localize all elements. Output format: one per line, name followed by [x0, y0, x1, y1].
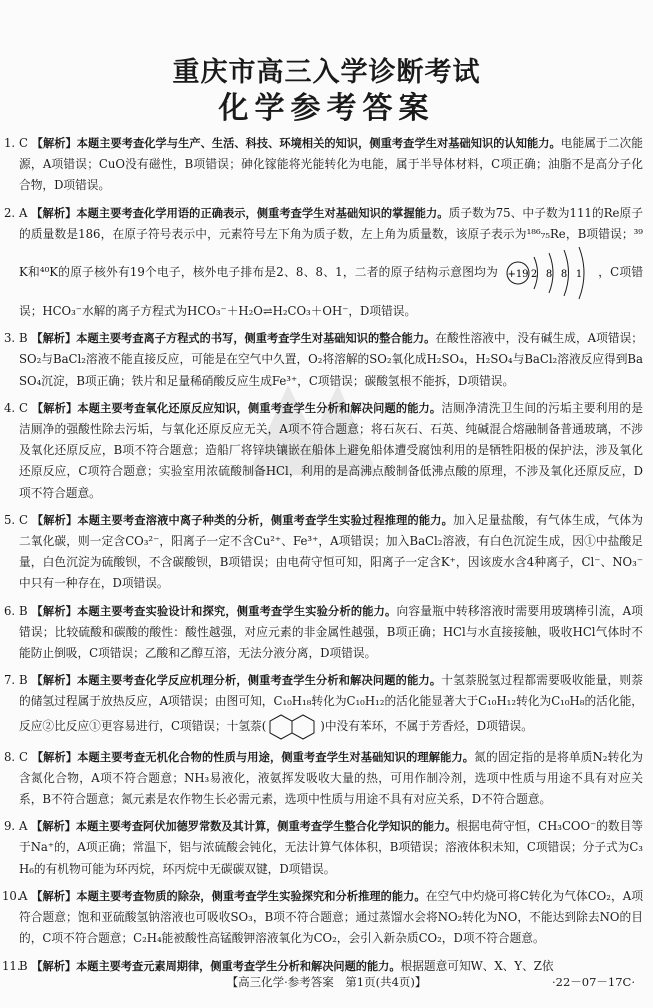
- question-answer: A: [19, 819, 28, 834]
- question-number: 6.: [4, 603, 16, 618]
- analysis-heading: 【解析】本题主要考查化学用语的正确表示，侧重考查学生对基础知识的掌握能力。: [31, 206, 449, 220]
- question-2: [0, 203, 653, 323]
- question-10: [0, 886, 653, 950]
- question-answer: B: [19, 958, 28, 973]
- question-answer: B: [19, 603, 28, 618]
- question-9: [0, 816, 653, 880]
- analysis-heading: 【解析】本题主要考查元素周期律，侧重考查学生分析和解决问题的能力。: [31, 959, 401, 973]
- analysis-heading: 【解析】本题主要考查阿伏加德罗常数及其计算，侧重考查学生整合化学知识的能力。: [31, 820, 457, 834]
- analysis-body: 根据电荷守恒，CH₃COO⁻的数目等于Na⁺的，A项正确；常温下，铝与浓硫酸会钝化，无法计算气体体积，B项错误；溶液体积未知，C项错误；分子式为C₃H₆的有机物可能为环丙烷，环丙烷中无碳碳双键，D项错误。: [19, 819, 643, 876]
- question-number: 8.: [4, 749, 16, 764]
- question-5: [0, 510, 653, 595]
- question-number: 2.: [4, 205, 16, 220]
- question-answer: C: [19, 136, 28, 150]
- question-answer: C: [19, 512, 28, 527]
- question-number: 1.: [4, 136, 16, 150]
- question-answer: C: [19, 749, 28, 764]
- analysis-body: 洁厕净清洗卫生间的污垢主要利用的是洁厕净的强酸性除去污垢，与氧化还原反应无关，A项不符合题意；将石灰石、石英、纯碱混合熔融制备普通玻璃，不涉及氧化还原反应，B项不符合题意；造船厂将锌块镶嵌在船体上避免船体遭受腐蚀利用的是牺牲阳极的保护法，涉及氧化还原反应，C项符合题意；实验室用浓硫酸制备HCl，利用的是高沸点酸制备低沸点酸的原理，不涉及氧化还原反应，D项不符合题意。: [19, 400, 643, 500]
- analysis-heading: 【解析】本题主要考查无机化合物的性质与用途，侧重考查学生对基础知识的理解能力。: [31, 750, 475, 764]
- analysis-heading: 【解析】本题主要考查溶液中离子种类的分析，侧重考查学生实验过程推理的能力。: [31, 513, 454, 527]
- atom-structure-diagram: [504, 245, 596, 301]
- answer-list: [0, 133, 653, 983]
- analysis-heading: 【解析】本题主要考查实验设计和探究，侧重考查学生实验分析的能力。: [31, 604, 397, 618]
- analysis-body: 十氢萘脱氢过程都需要吸收能量，则萘的储氢过程属于放热反应，A项错误；由图可知，C₁₀H₁₈转化为C₁₀H₁₂的活化能显著大于C₁₀H₁₂转化为C₁₀H₈的活化能，反应②比反应①更容易进行，C项错误；十氢萘(: [19, 673, 643, 733]
- question-8: [0, 747, 653, 811]
- question-number: 3.: [4, 331, 16, 346]
- analysis-body-continued: ，C项错误；HCO₃⁻水解的离子方程式为HCO₃⁻＋H₂O⇌H₂CO₃＋OH⁻，D项错误。: [19, 265, 644, 319]
- analysis-body: 加入足量盐酸，有气体生成，气体为二氧化碳，则一定含CO₃²⁻，阳离子一定不含Cu²⁺、Fe³⁺，A项错误；加入BaCl₂溶液，有白色沉淀生成，因①中盐酸足量，白色沉淀为硫酸钡，不含碳酸钡，B项错误；由电荷守恒可知，阳离子一定含K⁺，因该废水含4种离子，Cl⁻、NO₃⁻中只有一种存在，D项错误。: [19, 512, 643, 591]
- analysis-body: 在酸性溶液中，没有碱生成，A项错误；SO₂与BaCl₂溶液不能直接反应，可能是在空气中久置，O₂将溶解的SO₂氧化成H₂SO₄，H₂SO₄与BaCl₂溶液反应得到BaSO₄沉淀，B项正确；铁片和足量稀硝酸反应生成Fe³⁺，C项错误；碳酸氢根不能拆，D项错误。: [19, 331, 643, 388]
- analysis-body: 氮的固定指的是将单质N₂转化为含氮化合物，A项不符合题意；NH₃易液化，液氨挥发吸收大量的热，可用作制冷剂，选项中性质与用途不具有对应关系，B不符合题意；氮元素是农作物生长必需元素，选项中性质与用途不具有对应关系，D不符合题意。: [19, 749, 643, 807]
- page-title: 重庆市高三入学诊断考试: [172, 57, 481, 88]
- footer-page-info: 【高三化学·参考答案 第1页(共4页)】: [226, 975, 427, 989]
- question-number: 5.: [4, 512, 16, 527]
- atom-nucleus: +19: [507, 269, 529, 281]
- decalin-structure-diagram: [268, 713, 318, 741]
- footer-code: ·22－07－17C·: [551, 975, 635, 989]
- analysis-heading: 【解析】本题主要考查化学反应机理分析，侧重考查学生分析和解决问题的能力。: [31, 674, 442, 688]
- analysis-heading: 【解析】本题主要考查物质的除杂，侧重考查学生实验探究和分析推理的能力。: [31, 889, 426, 903]
- analysis-heading: 【解析】本题主要考查离子方程式的书写，侧重考查学生对基础知识的整合能力。: [31, 332, 436, 346]
- question-number: 7.: [4, 673, 16, 688]
- question-answer: A: [19, 888, 28, 903]
- question-4: [0, 398, 653, 504]
- analysis-body: 电能属于二次能源，A项错误；CuO没有磁性，B项错误；砷化镓能将光能转化为电能，属于半导体材料，C项正确；油脂不是高分子化合物，D项错误。: [19, 136, 643, 193]
- question-number: 4.: [4, 400, 16, 415]
- analysis-body: 根据题意可知W、X、Y、Z依: [400, 958, 554, 973]
- atom-shell-1: 2: [530, 269, 538, 281]
- question-answer: B: [19, 673, 28, 688]
- analysis-body: 在空气中灼烧可将C转化为气体CO₂，A项符合题意；饱和亚硫酸氢钠溶液也可吸收SO₃，B项不符合题意；通过蒸馏水会将NO₂转化为NO，不能达到除去NO的目的，C项不符合题意；C₂H₄能被酸性高锰酸钾溶液氧化为CO₂，会引入新杂质CO₂，D项不符合题意。: [19, 888, 644, 946]
- question-1: [0, 133, 653, 197]
- analysis-body: 向容量瓶中转移溶液时需要用玻璃棒引流，A项错误；比较硫酸和碳酸的酸性：酸性越强，对应元素的非金属性越强，B项正确；HCl与水直接接触，吸收HCl气体时不能防止倒吸，C项错误；乙酸和乙醇互溶，无法分液分离，D项错误。: [19, 603, 643, 661]
- atom-shell-2: 8: [545, 269, 553, 281]
- analysis-body-continued: )中没有苯环，不属于芳香烃，D项错误。: [320, 718, 533, 733]
- question-7: [0, 670, 653, 740]
- analysis-body: 质子数为75、中子数为111的Re原子的质量数是186，在原子符号表示中，元素符号左下角为质子数，左上角为质量数，该原子表示为¹⁸⁶₇₅Re，B项错误；³⁹K和⁴⁰K的原子核外有19个电子，核外电子排布是2、8、8、1，二者的原子结构示意图均为: [19, 205, 643, 280]
- question-answer: B: [19, 331, 28, 346]
- atom-shell-3: 8: [560, 269, 568, 281]
- analysis-heading: 【解析】本题主要考查氧化还原反应知识，侧重考查学生分析和解决问题的能力。: [31, 401, 442, 415]
- question-answer: A: [19, 205, 28, 220]
- question-6: [0, 601, 653, 665]
- question-number: 10.: [2, 888, 21, 903]
- question-number: 11.: [2, 958, 21, 973]
- question-3: [0, 328, 653, 392]
- question-answer: C: [19, 400, 28, 415]
- question-number: 9.: [4, 819, 16, 834]
- analysis-heading: 【解析】本题主要考查化学与生产、生活、科技、环境相关的知识，侧重考查学生对基础知识的认知能力。: [31, 137, 561, 150]
- page-subtitle: 化学参考答案: [218, 91, 435, 126]
- atom-shell-4: 1: [575, 269, 583, 281]
